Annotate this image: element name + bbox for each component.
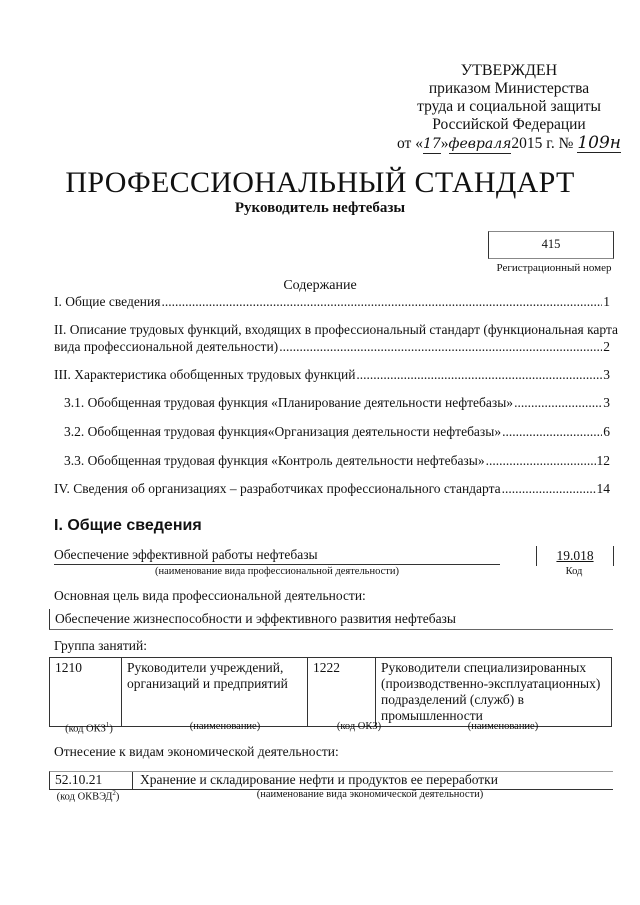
toc-item-page: 14 — [596, 481, 610, 496]
approval-line-3: Российской Федерации — [432, 116, 586, 133]
toc-item-1[interactable] — [54, 293, 610, 310]
group-caption-code-1: (код ОКЗ$^1$) — [65, 721, 113, 735]
toc-item-3-1[interactable] — [64, 394, 610, 411]
date-month: февраля — [448, 136, 512, 152]
toc-item-text: 3.3. Обобщенная трудовая функция «Контроль деятельности нефтебазы» — [64, 453, 485, 468]
activity-name: Обеспечение эффективной работы нефтебазы — [54, 547, 500, 565]
toc-item-text-cont: вида профессиональной деятельности) — [54, 339, 279, 354]
goal-text: Обеспечение жизнеспособности и эффективного развития нефтебазы — [55, 611, 456, 626]
okved-name: Хранение и складирование нефти и продуктов ее переработки — [140, 772, 498, 787]
date-year: 2015 г. № — [511, 135, 574, 152]
goal-box — [49, 609, 613, 630]
occupation-group-table — [49, 657, 612, 727]
approval-date-line — [384, 134, 634, 154]
toc-item-page: 2 — [603, 339, 610, 354]
group-caption-name-1: (наименование) — [189, 721, 261, 732]
toc-item-text: III. Характеристика обобщенных трудовых функций — [54, 367, 356, 382]
toc-item-page: 3 — [603, 395, 610, 410]
toc-item-page: 1 — [603, 294, 610, 309]
okved-divider — [132, 772, 133, 789]
approval-block — [384, 62, 634, 154]
group-label: Группа занятий: — [54, 638, 147, 653]
toc-item-page: 3 — [603, 367, 610, 382]
toc-item-4[interactable] — [54, 480, 610, 497]
okved-label: Отнесение к видам экономической деятельности: — [54, 744, 339, 759]
registration-number-box — [488, 231, 614, 259]
okved-caption-name: (наименование вида экономической деятельности) — [256, 789, 484, 800]
toc-item-3[interactable] — [54, 366, 610, 383]
approval-title: УТВЕРЖДЕН — [460, 62, 558, 79]
approval-line-2: труда и социальной защиты — [417, 98, 601, 115]
group-caption-code-2: (код ОКЗ) — [336, 721, 382, 732]
registration-label: Регистрационный номер — [496, 262, 612, 274]
activity-code-box — [536, 546, 614, 566]
date-prefix: от « — [397, 135, 423, 152]
registration-number: 415 — [541, 237, 561, 251]
toc-heading: Содержание — [283, 278, 357, 293]
group-name-2: Руководители специализированных (производственно-эксплуатационных) подразделений (служб) в промышленности — [376, 658, 612, 727]
okved-code: 52.10.21 — [55, 772, 103, 787]
table-row — [50, 658, 612, 727]
date-mid: » — [440, 135, 449, 152]
code-caption: Код — [565, 566, 583, 577]
date-day: 17 — [422, 136, 441, 152]
toc-item-3-3[interactable] — [64, 452, 610, 469]
section-title: I. Общие сведения — [54, 517, 202, 534]
okved-box — [49, 771, 613, 790]
activity-caption: (наименование вида профессиональной деятельности) — [155, 566, 399, 577]
toc-item-text: II. Описание трудовых функций, входящих в профессиональный стандарт (функциональная карта — [54, 322, 619, 337]
toc-item-page: 12 — [596, 453, 610, 468]
page-subtitle: Руководитель нефтебазы — [234, 200, 406, 216]
activity-code: 19.018 — [556, 548, 594, 563]
toc-item-text: 3.2. Обобщенная трудовая функция«Организация деятельности нефтебазы» — [64, 424, 502, 439]
goal-label: Основная цель вида профессиональной деятельности: — [54, 588, 366, 603]
group-code-2: 1222 — [308, 658, 376, 727]
approval-line-1: приказом Министерства — [428, 80, 590, 97]
toc-item-page: 6 — [603, 424, 610, 439]
toc-item-2[interactable] — [54, 321, 619, 355]
group-code-1: 1210 — [50, 658, 122, 727]
page-title: ПРОФЕССИОНАЛЬНЫЙ СТАНДАРТ — [65, 166, 575, 199]
group-caption-name-2: (наименование) — [467, 721, 539, 732]
toc-item-text: IV. Сведения об организациях – разработчиках профессионального стандарта — [54, 481, 501, 496]
toc-item-text: 3.1. Обобщенная трудовая функция «Планирование деятельности нефтебазы» — [64, 395, 514, 410]
group-name-1: Руководители учреждений, организаций и предприятий — [122, 658, 308, 727]
toc-item-3-2[interactable] — [64, 423, 610, 440]
toc-item-text: I. Общие сведения — [54, 294, 161, 309]
order-number: 109н — [577, 133, 621, 153]
okved-caption-code: (код ОКВЭД$^2$) — [56, 789, 120, 803]
